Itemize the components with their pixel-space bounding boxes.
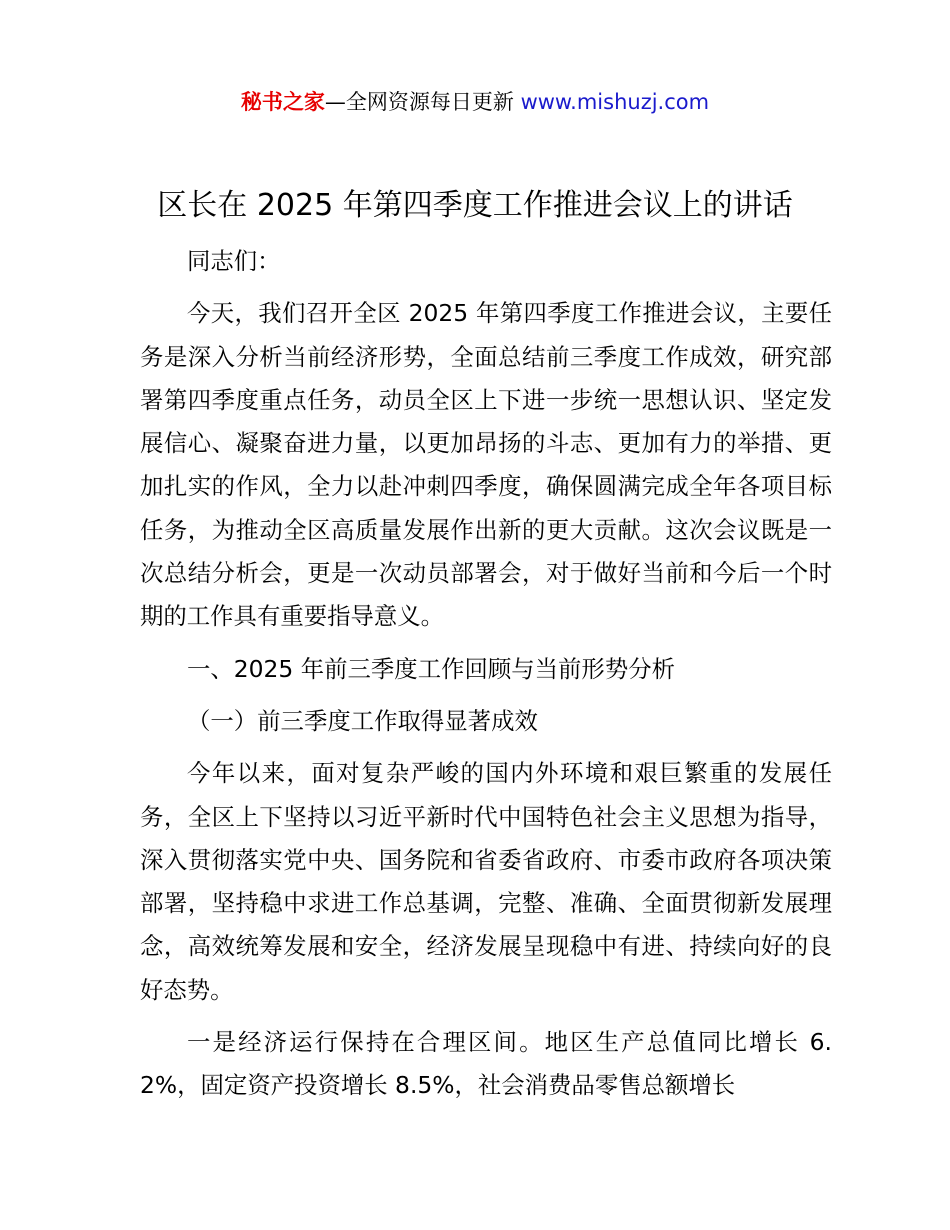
body-paragraph: 今天，我们召开全区 2025 年第四季度工作推进会议，主要任务是深入分析当前经济形势，全面总结前三季度工作成效，研究部署第四季度重点任务，动员全区上下进一步统一思想认识、坚定发展信心、凝聚奋进力量，以更加昂扬的斗志、更加有力的举措、更加扎实的作风，全力以赴冲刺四季度，确保圆满完成全年各项目标任务，为推动全区高质量发展作出新的更大贡献。这次会议既是一次总结分析会，更是一次动员部署会，对于做好当前和今后一个时期的工作具有重要指导意义。 [140, 299, 832, 631]
document-title: 区长在 2025 年第四季度工作推进会议上的讲话 [157, 188, 793, 223]
site-header [0, 86, 950, 118]
header-slogan: —全网资源每日更新 [324, 90, 521, 114]
body-paragraph: 一是经济运行保持在合理区间。地区生产总值同比增长 6.2%，固定资产投资增长 8.5%，社会消费品零售总额增长 [140, 1028, 832, 1100]
section-heading: 一、2025 年前三季度工作回顾与当前形势分析 [187, 654, 675, 683]
body-paragraph: 今年以来，面对复杂严峻的国内外环境和艰巨繁重的发展任务，全区上下坚持以习近平新时代中国特色社会主义思想为指导，深入贯彻落实党中央、国务院和省委省政府、市委市政府各项决策部署，坚持稳中求进工作总基调，完整、准确、全面贯彻新发展理念，高效统筹发展和安全，经济发展呈现稳中有进、持续向好的良好态势。 [140, 759, 832, 1004]
site-url-link[interactable]: www.mishuzj.com [520, 90, 710, 114]
document-body [140, 240, 832, 1117]
subsection-heading: （一）前三季度工作取得显著成效 [187, 706, 538, 735]
salutation: 同志们： [187, 247, 281, 275]
brand-name: 秘书之家 [240, 90, 325, 114]
